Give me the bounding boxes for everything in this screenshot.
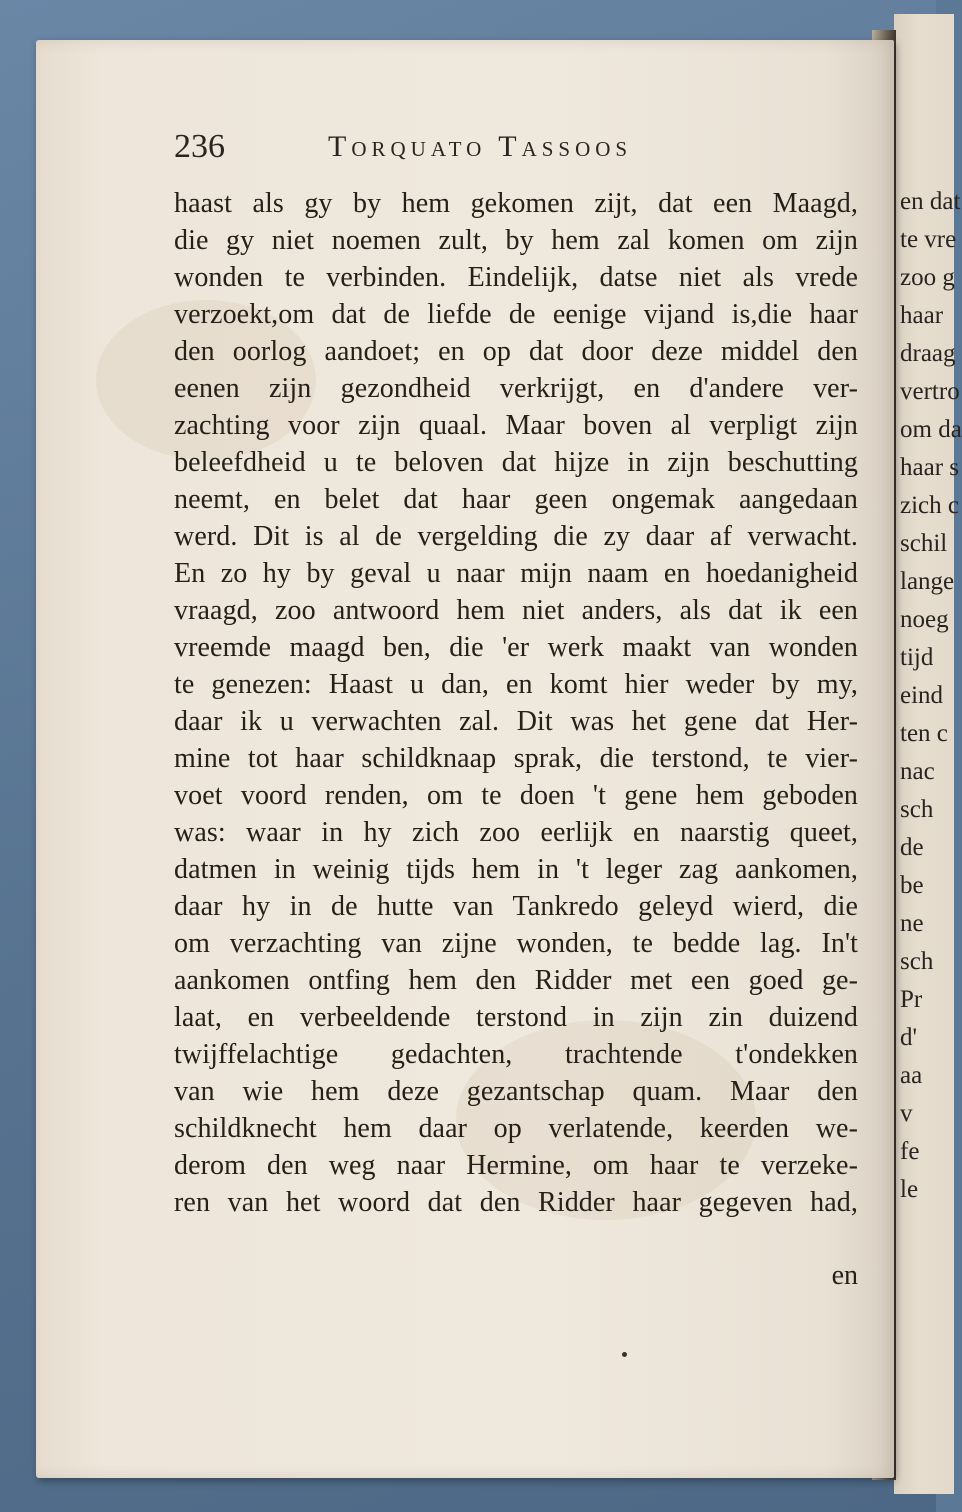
facing-line: zich c (900, 492, 959, 519)
text-line: aankomen ontfing hem den Ridder met een goed ge- (174, 965, 858, 996)
running-head: Torquato Tassoos (328, 130, 633, 163)
text-line: ren van het woord dat den Ridder haar gegeven had, (174, 1187, 858, 1218)
text-line: vreemde maagd ben, die 'er werk maakt van wonden (174, 632, 858, 663)
facing-line: ten c (900, 720, 948, 747)
text-line: laat, en verbeeldende terstond in zijn zin duizend (174, 1002, 858, 1033)
facing-line: v (900, 1100, 913, 1127)
text-line: van wie hem deze gezantschap quam. Maar den (174, 1076, 858, 1107)
text-line: En zo hy by geval u naar mijn naam en hoedanigheid (174, 558, 858, 589)
page-number: 236 (174, 128, 225, 165)
text-line: eenen zijn gezondheid verkrijgt, en d'andere ver- (174, 373, 858, 404)
facing-line: Pr (900, 986, 923, 1013)
facing-line: nac (900, 758, 935, 785)
facing-line: haar s (900, 454, 959, 481)
facing-page-edge (894, 14, 962, 1494)
text-line: te genezen: Haast u dan, en komt hier weder by my, (174, 669, 858, 700)
text-line: die gy niet noemen zult, by hem zal komen om zijn (174, 225, 858, 256)
text-line: twijffelachtige gedachten, trachtende t'ondekken (174, 1039, 858, 1070)
ink-speck (622, 1352, 627, 1357)
text-line: den oorlog aandoet; en op dat door deze middel den (174, 336, 858, 367)
text-line: voet voord renden, om te doen 't gene hem geboden (174, 780, 858, 811)
facing-line: noeg (900, 606, 949, 633)
facing-line: te vre (900, 226, 957, 253)
facing-line: vertro (900, 378, 960, 405)
text-line: verzoekt,om dat de liefde de eenige vijand is,die haar (174, 299, 858, 330)
facing-line: tijd (900, 644, 934, 671)
text-line: om verzachting van zijne wonden, te bedde lag. In't (174, 928, 858, 959)
facing-line: le (900, 1176, 919, 1203)
catchword: en (831, 1260, 858, 1291)
facing-line: en dat (900, 188, 961, 215)
facing-line: zoo g (900, 264, 955, 291)
facing-line: schil (900, 530, 948, 557)
text-line: neemt, en belet dat haar geen ongemak aangedaan (174, 484, 858, 515)
facing-line: sch (900, 796, 934, 823)
text-line: was: waar in hy zich zoo eerlijk en naarstig queet, (174, 817, 858, 848)
text-line: werd. Dit is al de vergelding die zy daar af verwacht. (174, 521, 858, 552)
facing-line: sch (900, 948, 934, 975)
text-line: derom den weg naar Hermine, om haar te verzeke- (174, 1150, 858, 1181)
facing-line: aa (900, 1062, 923, 1089)
text-line: wonden te verbinden. Eindelijk, datse niet als vrede (174, 262, 858, 293)
facing-line: de (900, 834, 924, 861)
facing-line: fe (900, 1138, 920, 1165)
facing-line: om da (900, 416, 962, 443)
text-line: daar hy in de hutte van Tankredo geleyd wierd, die (174, 891, 858, 922)
facing-line: eind (900, 682, 944, 709)
facing-line: d' (900, 1024, 918, 1051)
text-line: daar ik u verwachten zal. Dit was het gene dat Her- (174, 706, 858, 737)
text-line: haast als gy by hem gekomen zijt, dat een Maagd, (174, 188, 858, 219)
text-line: datmen in weinig tijds hem in 't leger zag aankomen, (174, 854, 858, 885)
facing-line: ne (900, 910, 924, 937)
text-line: zachting voor zijn quaal. Maar boven al verpligt zijn (174, 410, 858, 441)
text-line: beleefdheid u te beloven dat hijze in zijn beschutting (174, 447, 858, 478)
facing-line: lange (900, 568, 955, 595)
facing-line: haar (900, 302, 944, 329)
text-line: vraagd, zoo antwoord hem niet anders, als dat ik een (174, 595, 858, 626)
text-line: mine tot haar schildknaap sprak, die terstond, te vier- (174, 743, 858, 774)
facing-line: draag (900, 340, 956, 367)
text-line: schildknecht hem daar op verlatende, keerden we- (174, 1113, 858, 1144)
facing-line: be (900, 872, 924, 899)
